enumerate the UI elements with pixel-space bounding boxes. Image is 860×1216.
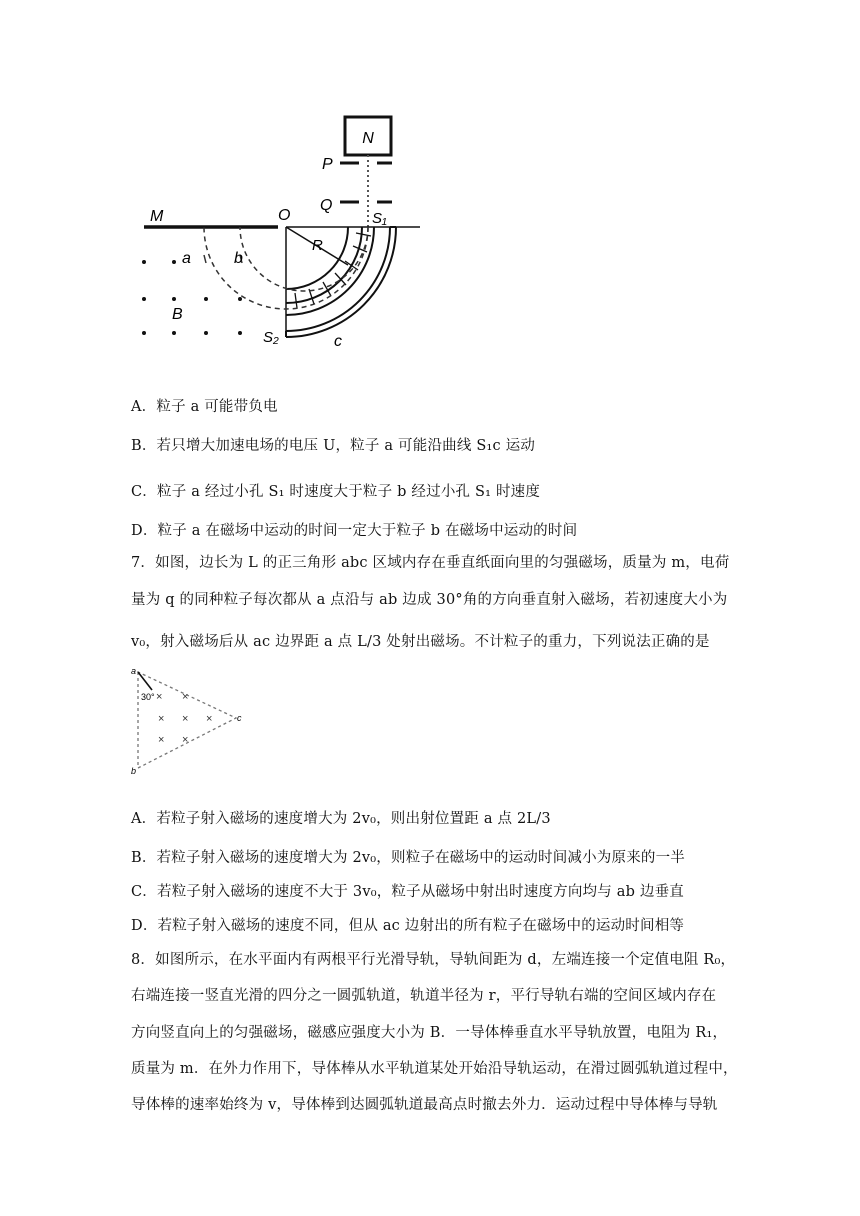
- label-r: R: [312, 237, 323, 254]
- label-n: N: [362, 130, 374, 147]
- label-s2: S₂: [263, 329, 279, 346]
- svg-text:×: ×: [182, 734, 189, 746]
- svg-text:×: ×: [182, 713, 189, 725]
- svg-text:×: ×: [206, 713, 213, 725]
- q8-stem-line-4: 质量为 m．在外力作用下，导体棒从水平轨道某处开始沿导轨运动，在滑过圆弧轨道过程中，: [131, 1061, 738, 1077]
- q7-stem-line-1: 7．如图，边长为 L 的正三角形 abc 区域内存在垂直纸面向里的匀强磁场，质量为 m，电荷: [131, 555, 730, 571]
- q8-stem-line-1: 8．如图所示，在水平面内有两根平行光滑导轨，导轨间距为 d，左端连接一个定值电阻 R₀，: [131, 952, 736, 968]
- q7-option-c: C．若粒子射入磁场的速度不大于 3v₀，粒子从磁场中射出时速度方向均与 ab 边垂直: [131, 884, 684, 900]
- label-s1: S₁: [372, 210, 387, 227]
- q7-option-d: D．若粒子射入磁场的速度不同，但从 ac 边射出的所有粒子在磁场中的运动时间相等: [131, 918, 685, 934]
- q8-stem-line-5: 导体棒的速率始终为 v，导体棒到达圆弧轨道最高点时撤去外力．运动过程中导体棒与导轨: [131, 1097, 718, 1113]
- label-o: O: [278, 207, 291, 224]
- q6-option-d: D．粒子 a 在磁场中运动的时间一定大于粒子 b 在磁场中运动的时间: [131, 523, 578, 539]
- svg-text:×: ×: [156, 691, 163, 703]
- q8-stem-line-3: 方向竖直向上的匀强磁场，磁感应强度大小为 B．一导体棒垂直水平导轨放置，电阻为 R₁，: [131, 1025, 728, 1041]
- label-m: M: [150, 208, 164, 225]
- q7-option-b: B．若粒子射入磁场的速度增大为 2v₀，则粒子在磁场中的运动时间减小为原来的一半: [131, 850, 685, 866]
- svg-text:×: ×: [182, 691, 189, 703]
- label-field-b: B: [172, 306, 183, 323]
- label-angle-30: 30°: [141, 692, 155, 702]
- label-vertex-b: b: [131, 766, 137, 776]
- svg-text:×: ×: [158, 713, 165, 725]
- figure-triangle-field: [128, 662, 248, 777]
- svg-text:×: ×: [158, 734, 165, 746]
- q7-stem-line-2: 量为 q 的同种粒子每次都从 a 点沿与 ab 边成 30°角的方向垂直射入磁场，若初速度大小为: [131, 592, 728, 608]
- label-vertex-c: c: [237, 713, 242, 723]
- q7-stem-line-3: v₀，射入磁场后从 ac 边界距 a 点 L/3 处射出磁场。不计粒子的重力，下列说法正确的是: [131, 634, 710, 650]
- q6-option-b: B．若只增大加速电场的电压 U，粒子 a 可能沿曲线 S₁c 运动: [131, 438, 536, 454]
- q6-option-a: A．粒子 a 可能带负电: [131, 399, 278, 415]
- figure-magnetic-field-diagram: [130, 105, 430, 355]
- label-a: a: [182, 250, 191, 267]
- label-c: c: [334, 333, 342, 350]
- q8-stem-line-2: 右端连接一竖直光滑的四分之一圆弧轨道，轨道半径为 r，平行导轨右端的空间区域内存在: [131, 988, 717, 1004]
- label-p: P: [322, 156, 333, 173]
- label-vertex-a: a: [131, 666, 137, 676]
- label-q: Q: [320, 197, 333, 214]
- q7-option-a: A．若粒子射入磁场的速度增大为 2v₀，则出射位置距 a 点 2L/3: [131, 811, 551, 827]
- q6-option-c: C．粒子 a 经过小孔 S₁ 时速度大于粒子 b 经过小孔 S₁ 时速度: [131, 484, 541, 500]
- label-b: b: [234, 250, 243, 267]
